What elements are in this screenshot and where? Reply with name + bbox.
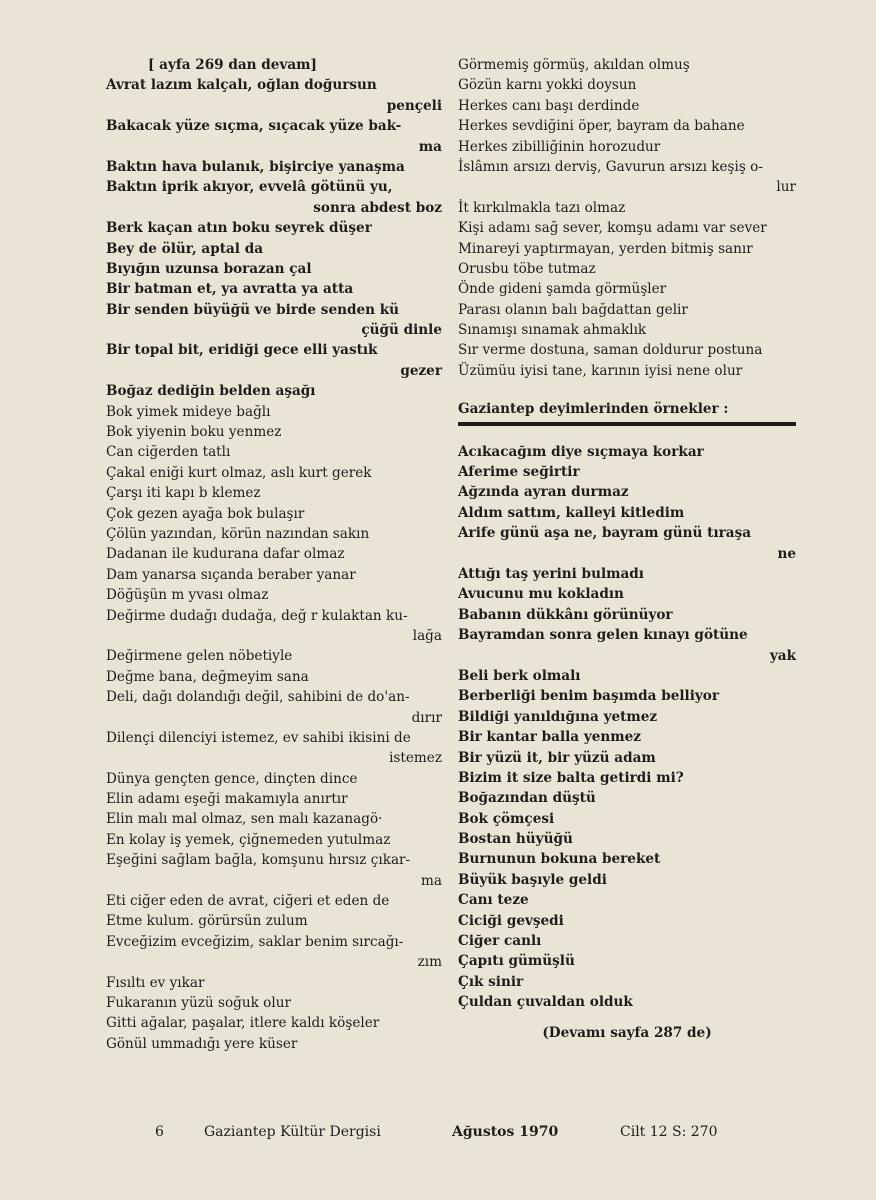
proverb-line: Herkes sevdiğini öper, bayram da bahane: [458, 118, 745, 135]
proverb-line: Boğazından düştü: [458, 790, 596, 807]
proverb-line: dırır: [411, 709, 442, 726]
proverb-line: En kolay iş yemek, çiğnemeden yutulmaz: [106, 831, 391, 848]
proverb-line: Canı teze: [458, 892, 529, 909]
proverb-line: Evceğizim evceğizim, saklar benim sırcağı-: [106, 933, 404, 950]
proverb-line: lağa: [412, 627, 442, 644]
proverb-line: Bıyığın uzunsa borazan çal: [106, 260, 312, 277]
proverb-line: Elin adamı eşeği makamıyla anırtır: [106, 791, 348, 808]
proverb-line: pençeli: [386, 97, 442, 114]
proverb-line: ma: [418, 138, 442, 155]
proverb-line: Çapıtı gümüşlü: [458, 953, 575, 970]
proverb-line: Eşeğini sağlam bağla, komşunu hırsız çıkar-: [106, 852, 411, 869]
proverb-line: Berberliği benim başımda belliyor: [458, 688, 719, 705]
proverb-line: Can ciğerden tatlı: [106, 444, 231, 461]
proverb-line: Dam yanarsa sıçanda beraber yanar: [106, 566, 356, 583]
proverb-line: Sınamışı sınamak ahmaklık: [458, 322, 647, 339]
left-column: [106, 55, 442, 1054]
proverb-line: lur: [776, 179, 796, 196]
proverb-line: Elin malı mal olmaz, sen malı kazanagö·: [106, 811, 383, 828]
proverb-line: Baktın iprik akıyor, evvelâ götünü yu,: [106, 179, 393, 196]
proverb-line: Bir senden büyüğü ve birde senden kü: [106, 301, 400, 318]
proverb-line: Dilençi dilenciyi istemez, ev sahibi ikisini de: [106, 729, 411, 746]
proverb-line: Çok gezen ayağa bok bulaşır: [106, 505, 305, 522]
proverb-line: Çölün yazından, körün nazından sakın: [106, 525, 370, 542]
proverb-line: Bir batman et, ya avratta ya atta: [106, 281, 354, 298]
proverb-line: Bok yimek mideye bağlı: [106, 403, 271, 420]
proverb-line: Önde gideni şamda görmüşler: [458, 281, 667, 298]
proverb-line: Bakacak yüze sıçma, sıçacak yüze bak-: [106, 118, 402, 135]
proverb-line: Berk kaçan atın boku seyrek düşer: [106, 220, 372, 237]
proverb-line: Babanın dükkânı görünüyor: [458, 606, 673, 623]
proverb-line: İt kırkılmakla tazı olmaz: [458, 199, 626, 216]
proverb-line: Burnunun bokuna bereket: [458, 851, 661, 868]
proverb-line: Aferime seğirtir: [458, 464, 580, 481]
page-footer: [0, 1124, 876, 1146]
proverb-line: Eti ciğer eden de avrat, ciğeri et eden de: [106, 893, 390, 910]
proverb-line: Deli, dağı dolandığı değil, sahibini de do'an-: [106, 689, 410, 706]
proverb-line: Ciciği gevşedi: [458, 912, 564, 929]
proverb-line: sonra abdest boz: [313, 199, 442, 216]
proverb-line: Bostan hüyüğü: [458, 831, 573, 848]
proverb-line: Çakal eniği kurt olmaz, aslı kurt gerek: [106, 464, 372, 481]
proverb-line: Parası olanın balı bağdattan gelir: [458, 301, 688, 318]
proverb-line: Gönül ummadığı yere küser: [106, 1035, 298, 1052]
proverb-line: Değirmene gelen nöbetiyle: [106, 648, 293, 665]
proverb-line: Ciğer canlı: [458, 933, 542, 950]
proverb-line: Ağzında ayran durmaz: [458, 484, 629, 501]
proverb-line: Orusbu töbe tutmaz: [458, 260, 596, 277]
proverb-line: Bir topal bit, eridiği gece elli yastık: [106, 342, 378, 359]
proverb-line: Bir yüzü it, bir yüzü adam: [458, 749, 656, 766]
proverb-line: yak: [769, 647, 796, 664]
proverb-line: Avrat lazım kalçalı, oğlan doğursun: [106, 77, 377, 94]
proverb-line: Baktın hava bulanık, bişirciye yanaşma: [106, 158, 405, 175]
footer-volume: Cilt 12 S: 270: [620, 1124, 718, 1140]
proverb-line: Bok yiyenin boku yenmez: [106, 424, 282, 441]
continuation-note: (Devamı sayfa 287 de): [542, 1024, 712, 1041]
proverb-line: Boğaz dediğin belden aşağı: [106, 383, 316, 400]
proverb-line: Aldım sattım, kalleyi kitledim: [458, 504, 685, 521]
proverb-line: Fısıltı ev yıkar: [106, 974, 205, 991]
proverb-line: Arife günü aşa ne, bayram günü tıraşa: [458, 525, 752, 542]
continuation-header: [ ayfa 269 dan devam]: [148, 57, 317, 73]
section-heading: Gaziantep deyimlerinden örnekler :: [458, 401, 729, 418]
proverb-line: Etme kulum. görürsün zulum: [106, 913, 308, 930]
proverb-line: Kişi adamı sağ sever, komşu adamı var sever: [458, 220, 767, 237]
proverb-line: çüğü dinle: [361, 322, 442, 339]
proverb-line: Bir kantar balla yenmez: [458, 729, 642, 746]
footer-date: Ağustos 1970: [452, 1124, 559, 1140]
proverb-line: Dünya gençten gence, dinçten dince: [106, 770, 358, 787]
proverb-line: Üzümüu iyisi tane, karının iyisi nene olur: [458, 362, 743, 379]
proverb-line: ne: [777, 545, 796, 562]
proverb-line: Çarşı iti kapı b klemez: [106, 485, 261, 502]
proverb-line: İslâmın arsızı derviş, Gavurun arsızı keşiş o-: [458, 158, 763, 175]
proverb-line: Bildiği yanıldığına yetmez: [458, 708, 658, 725]
proverb-line: Büyük başıyle geldi: [458, 871, 607, 888]
proverb-line: Değirme dudağı dudağa, değ r kulaktan ku-: [106, 607, 408, 624]
proverb-line: Çuldan çuvaldan olduk: [458, 994, 633, 1011]
proverb-line: Bayramdan sonra gelen kınayı götüne: [458, 627, 748, 644]
proverb-line: gezer: [400, 362, 442, 379]
right-column: [458, 55, 796, 1043]
proverb-line: Dadanan ile kudurana dafar olmaz: [106, 546, 345, 563]
proverb-line: Herkes zibilliğinin horozudur: [458, 138, 661, 155]
proverb-line: Bey de ölür, aptal da: [106, 240, 264, 257]
proverb-line: Minareyi yaptırmayan, yerden bitmiş sanır: [458, 240, 753, 257]
proverb-line: Değme bana, değmeyim sana: [106, 668, 309, 685]
proverb-line: Sır verme dostuna, saman doldurur postuna: [458, 342, 763, 359]
proverb-line: Gözün karnı yokki doysun: [458, 77, 637, 94]
proverb-line: ma: [421, 872, 442, 889]
proverb-line: zım: [417, 954, 442, 971]
proverb-line: Avucunu mu kokladın: [458, 586, 624, 603]
proverb-line: Bizim it size balta getirdi mi?: [458, 769, 684, 786]
proverb-line: istemez: [389, 750, 442, 767]
proverb-line: Bok çömçesi: [458, 810, 555, 827]
footer-page-number: 6: [155, 1124, 164, 1140]
proverb-line: Döğüşün m yvası olmaz: [106, 587, 269, 604]
section-divider: [458, 422, 796, 426]
proverb-line: Fukaranın yüzü soğuk olur: [106, 994, 291, 1011]
spacer: [458, 1013, 796, 1023]
proverb-line: Acıkacağım diye sıçmaya korkar: [458, 443, 704, 460]
proverb-line: Herkes canı başı derdinde: [458, 97, 640, 114]
proverb-line: Attığı taş yerini bulmadı: [458, 565, 644, 582]
proverb-line: Beli berk olmalı: [458, 667, 581, 684]
footer-magazine-title: Gaziantep Kültür Dergisi: [204, 1124, 381, 1140]
spacer: [458, 381, 796, 391]
proverb-line: Görmemiş görmüş, akıldan olmuş: [458, 57, 690, 73]
proverb-line: Çık sinir: [458, 973, 524, 990]
proverb-line: Gitti ağalar, paşalar, itlere kaldı köşeler: [106, 1015, 380, 1032]
